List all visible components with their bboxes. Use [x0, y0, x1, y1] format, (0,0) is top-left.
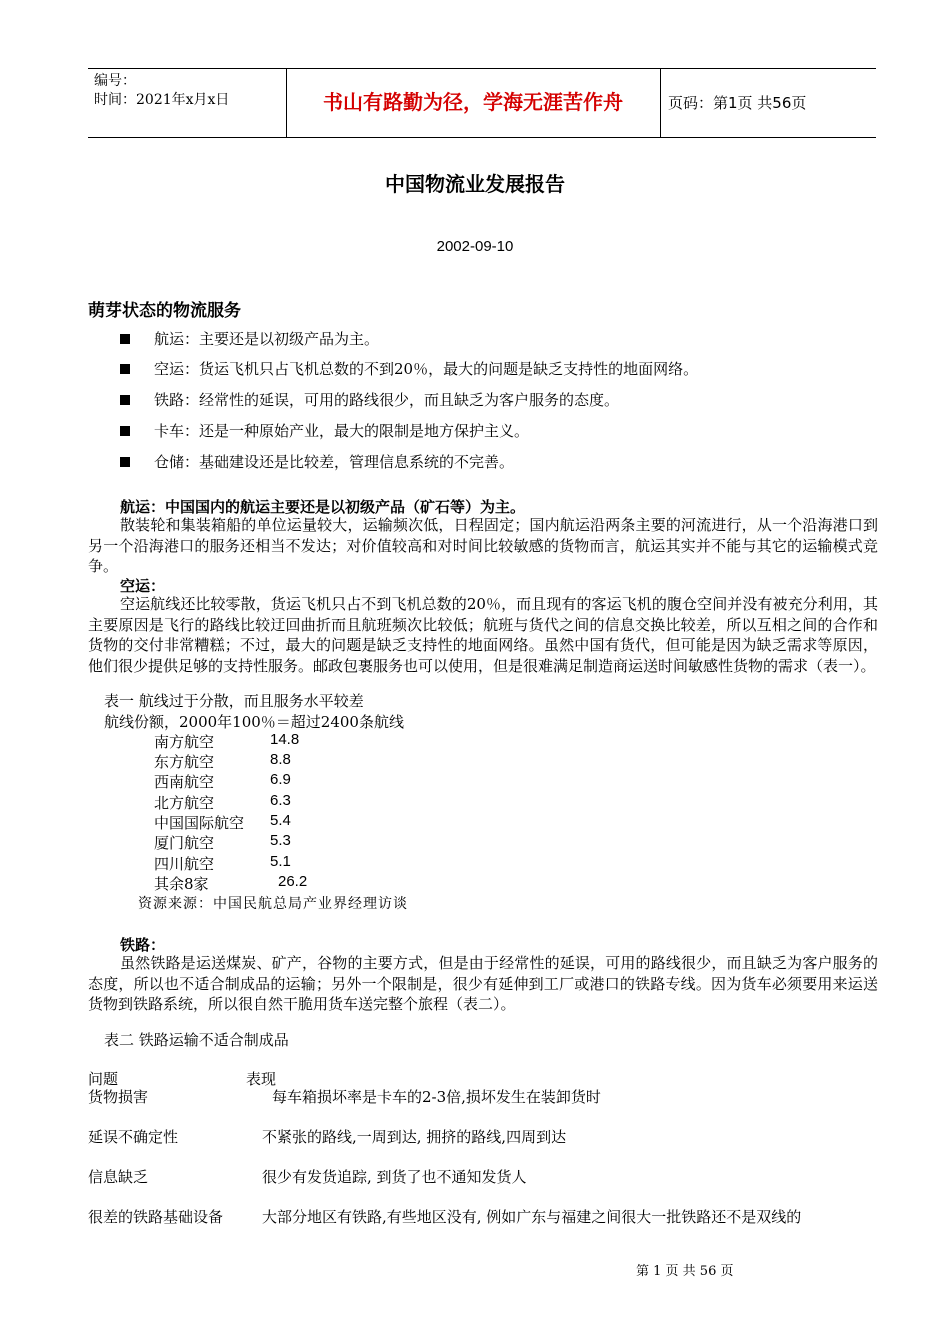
airline-share: 14.8: [270, 731, 300, 748]
table1-subtitle: 航线份额，2000年100％＝超过2400条航线: [104, 713, 404, 731]
airline-share: 6.3: [270, 792, 291, 809]
section-heading: 萌芽状态的物流服务: [88, 301, 241, 321]
header-page-info: 页码：第1页 共56页: [668, 94, 807, 112]
airline-share: 5.1: [270, 853, 291, 870]
table2-header-desc: 表现: [246, 1070, 277, 1088]
airline-name: 四川航空: [154, 855, 215, 873]
rail-heading: 铁路：: [120, 936, 166, 954]
air-heading: 空运：: [120, 577, 166, 595]
airline-name: 西南航空: [154, 773, 215, 791]
bullet-square-icon: [120, 334, 130, 344]
bullet-square-icon: [120, 395, 130, 405]
bullet-text: 仓储：基础建设还是比较差，管理信息系统的不完善。: [154, 453, 515, 471]
table-row-problem: 信息缺乏: [88, 1168, 149, 1186]
table-row-problem: 延误不确定性: [88, 1128, 179, 1146]
bullet-square-icon: [120, 426, 130, 436]
table-row-desc: 不紧张的路线,一周到达, 拥挤的路线,四周到达: [262, 1128, 567, 1146]
airline-share: 5.4: [270, 812, 291, 829]
airline-share: 6.9: [270, 771, 291, 788]
bullet-text: 铁路：经常性的延误，可用的路线很少，而且缺乏为客户服务的态度。: [154, 391, 620, 409]
airline-name: 中国国际航空: [154, 814, 245, 832]
bullet-square-icon: [120, 457, 130, 467]
bullet-text: 空运：货运飞机只占飞机总数的不到20％，最大的问题是缺乏支持性的地面网络。: [154, 360, 699, 378]
table-row-desc: 大部分地区有铁路,有些地区没有, 例如广东与福建之间很大一批铁路还不是双线的: [262, 1208, 802, 1226]
table-row-problem: 货物损害: [88, 1088, 149, 1106]
airline-share: 5.3: [270, 832, 291, 849]
airline-name: 东方航空: [154, 753, 215, 771]
table2-header-problem: 问题: [88, 1070, 119, 1088]
table1-caption: 表一 航线过于分散，而且服务水平较差: [104, 692, 364, 710]
header-divider: [286, 69, 287, 137]
table1-source: 资源来源：中国民航总局产业界经理访谈: [138, 896, 408, 912]
bullet-text: 卡车：还是一种原始产业，最大的限制是地方保护主义。: [154, 422, 530, 440]
bullet-square-icon: [120, 364, 130, 374]
table-row-desc: 很少有发货追踪, 到货了也不通知发货人: [262, 1168, 527, 1186]
number-label: 编号：: [94, 73, 136, 89]
table-row-problem: 很差的铁路基础设备: [88, 1208, 224, 1226]
document-date: 2002-09-10: [436, 238, 514, 255]
time-label: 时间：2021年x月x日: [94, 92, 230, 108]
air-paragraph: 空运航线还比较零散，货运飞机只占不到飞机总数的20％，而且现有的客运飞机的腹仓空间并没有被充分利用，其主要原因是飞行的路线比较迂回曲折而且航班频次比较低；航班与货代之间的信息交换比较差，所以互相之间的合作和货物的交付非常糟糕；不过，最大的问题是缺乏支持性的地面网络。虽然中国有货代，但可能是因为缺乏需求等原因，他们很少提供足够的支持性服务。邮政包裹服务也可以使用，但是很难满足制造商运送时间敏感性货物的需求（表一）。: [88, 595, 878, 675]
airline-name: 南方航空: [154, 733, 215, 751]
document-title: 中国物流业发展报告: [385, 172, 565, 196]
document-header: [88, 68, 876, 138]
shipping-paragraph: 散装轮和集装箱船的单位运量较大，运输频次低，日程固定；国内航运沿两条主要的河流进行，从一个沿海港口到另一个沿海港口的服务还相当不发达；对价值较高和对时间比较敏感的货物而言，航运其实并不能与其它的运输模式竞争。: [88, 516, 878, 575]
header-divider: [660, 69, 661, 137]
airline-name: 北方航空: [154, 794, 215, 812]
airline-name: 其余8家: [154, 875, 209, 893]
shipping-heading: 航运：中国国内的航运主要还是以初级产品（矿石等）为主。: [120, 498, 526, 516]
header-meta: [94, 69, 284, 110]
page-footer: 第 1 页 共 56 页: [636, 1264, 734, 1279]
header-motto: 书山有路勤为径，学海无涯苦作舟: [323, 90, 623, 114]
airline-name: 厦门航空: [154, 834, 215, 852]
table-row-desc: 每车箱损坏率是卡车的2-3倍,损坏发生在装卸货时: [272, 1088, 601, 1106]
rail-paragraph: 虽然铁路是运送煤炭、矿产，谷物的主要方式，但是由于经常性的延误，可用的路线很少，而且缺乏为客户服务的态度，所以也不适合制成品的运输；另外一个限制是，很少有延伸到工厂或港口的铁路专线。因为货车必须要用来运送货物到铁路系统，所以很自然干脆用货车送完整个旅程（表二）。: [88, 954, 878, 1013]
airline-share: 8.8: [270, 751, 291, 768]
airline-share: 26.2: [278, 873, 308, 890]
table2-caption: 表二 铁路运输不适合制成品: [104, 1031, 289, 1049]
bullet-text: 航运：主要还是以初级产品为主。: [154, 330, 380, 348]
